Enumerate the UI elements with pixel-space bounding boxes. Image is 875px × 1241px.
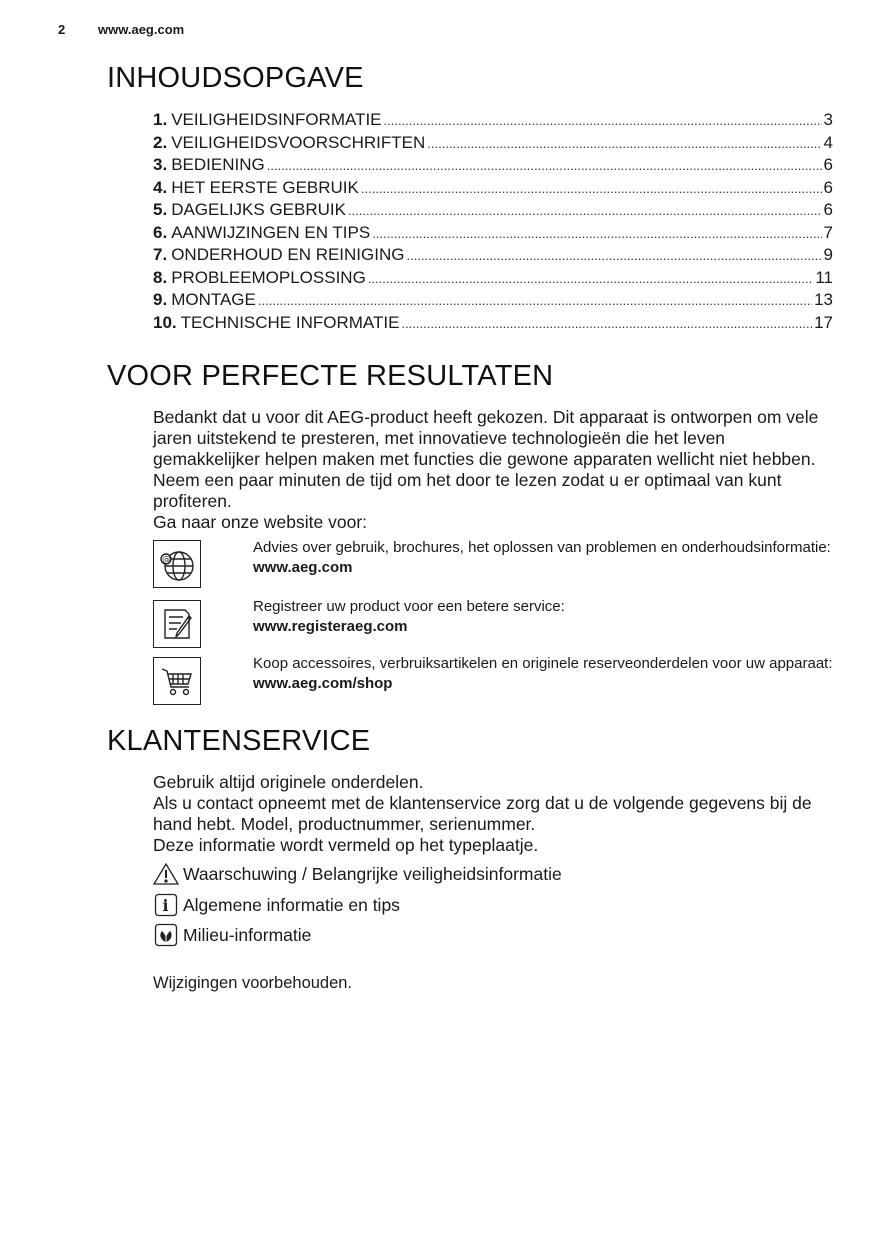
info-icon — [153, 893, 179, 917]
website-item-text: Advies over gebruik, brochures, het oplossen van problemen en onderhoudsinformatie: — [253, 539, 831, 556]
shopping-cart-icon — [153, 657, 201, 705]
toc-item[interactable]: 10. TECHNISCHE INFORMATIE ..... 17 — [153, 313, 833, 336]
table-of-contents — [153, 110, 833, 335]
header-site-link[interactable]: www.aeg.com — [98, 22, 185, 37]
toc-title: INHOUDSOPGAVE — [107, 62, 364, 94]
page-header — [58, 22, 184, 37]
footer-note: Wijzigingen voorbehouden. — [153, 974, 353, 992]
legend-environment — [153, 923, 311, 947]
toc-item[interactable]: 8. PROBLEEMOPLOSSING ..... 11 — [153, 268, 833, 291]
legend-text: Algemene informatie en tips — [183, 894, 400, 915]
toc-item[interactable]: 6. AANWIJZINGEN EN TIPS ..... 7 — [153, 223, 833, 246]
service-line: Gebruik altijd originele onderdelen. — [153, 772, 424, 792]
legend-text: Milieu-informatie — [183, 924, 312, 945]
website-item — [153, 657, 833, 705]
toc-item[interactable]: 7. ONDERHOUD EN REINIGING ..... 9 — [153, 245, 833, 268]
warning-triangle-icon — [153, 862, 179, 886]
toc-item[interactable]: 5. DAGELIJKS GEBRUIK ..... 6 — [153, 200, 833, 223]
legend-warning — [153, 862, 562, 886]
website-link[interactable]: www.registeraeg.com — [253, 618, 408, 635]
page-number: 2 — [58, 22, 66, 37]
service-title: KLANTENSERVICE — [107, 725, 371, 757]
legend-info — [153, 893, 400, 917]
globe-at-icon — [153, 540, 201, 588]
environment-icon — [153, 923, 179, 947]
website-link[interactable]: www.aeg.com/shop — [253, 675, 393, 692]
website-item-text: Koop accessoires, verbruiksartikelen en originele reserveonderdelen voor uw apparaat: — [253, 655, 833, 672]
website-item — [153, 600, 833, 648]
svg-text:i: i — [162, 896, 169, 915]
website-label: Ga naar onze website voor: — [153, 512, 368, 532]
toc-item[interactable]: 4. HET EERSTE GEBRUIK ..... 6 — [153, 178, 833, 201]
service-line: Deze informatie wordt vermeld op het typeplaatje. — [153, 835, 539, 855]
website-item-text: Registreer uw product voor een betere service: — [253, 598, 565, 615]
toc-item[interactable]: 1. VEILIGHEIDSINFORMATIE ..... 3 — [153, 110, 833, 133]
register-note-icon — [153, 600, 201, 648]
results-title: VOOR PERFECTE RESULTATEN — [107, 360, 554, 392]
service-line: Als u contact opneemt met de klantenservice zorg dat u de volgende gegevens bij de hand hebt. Model, productnummer, serienummer. — [153, 793, 812, 834]
legend-text: Waarschuwing / Belangrijke veiligheidsinformatie — [183, 863, 562, 884]
toc-item[interactable]: 3. BEDIENING ..... 6 — [153, 155, 833, 178]
toc-item[interactable]: 2. VEILIGHEIDSVOORSCHRIFTEN ..... 4 — [153, 133, 833, 156]
website-link[interactable]: www.aeg.com — [253, 559, 353, 576]
toc-item[interactable]: 9. MONTAGE ..... 13 — [153, 290, 833, 313]
results-intro: Bedankt dat u voor dit AEG-product heeft gekozen. Dit apparaat is ontworpen om vele jaren uitstekend te presteren, met innovatieve technologieën die het leven gemakkelijker helpen maken met functies die gewone apparaten wellicht niet hebben. Neem een paar minuten de tijd om het door te lezen zodat u er optimaal van kunt profiteren. — [153, 407, 819, 511]
svg-text:@: @ — [162, 555, 171, 565]
website-item — [153, 540, 833, 588]
